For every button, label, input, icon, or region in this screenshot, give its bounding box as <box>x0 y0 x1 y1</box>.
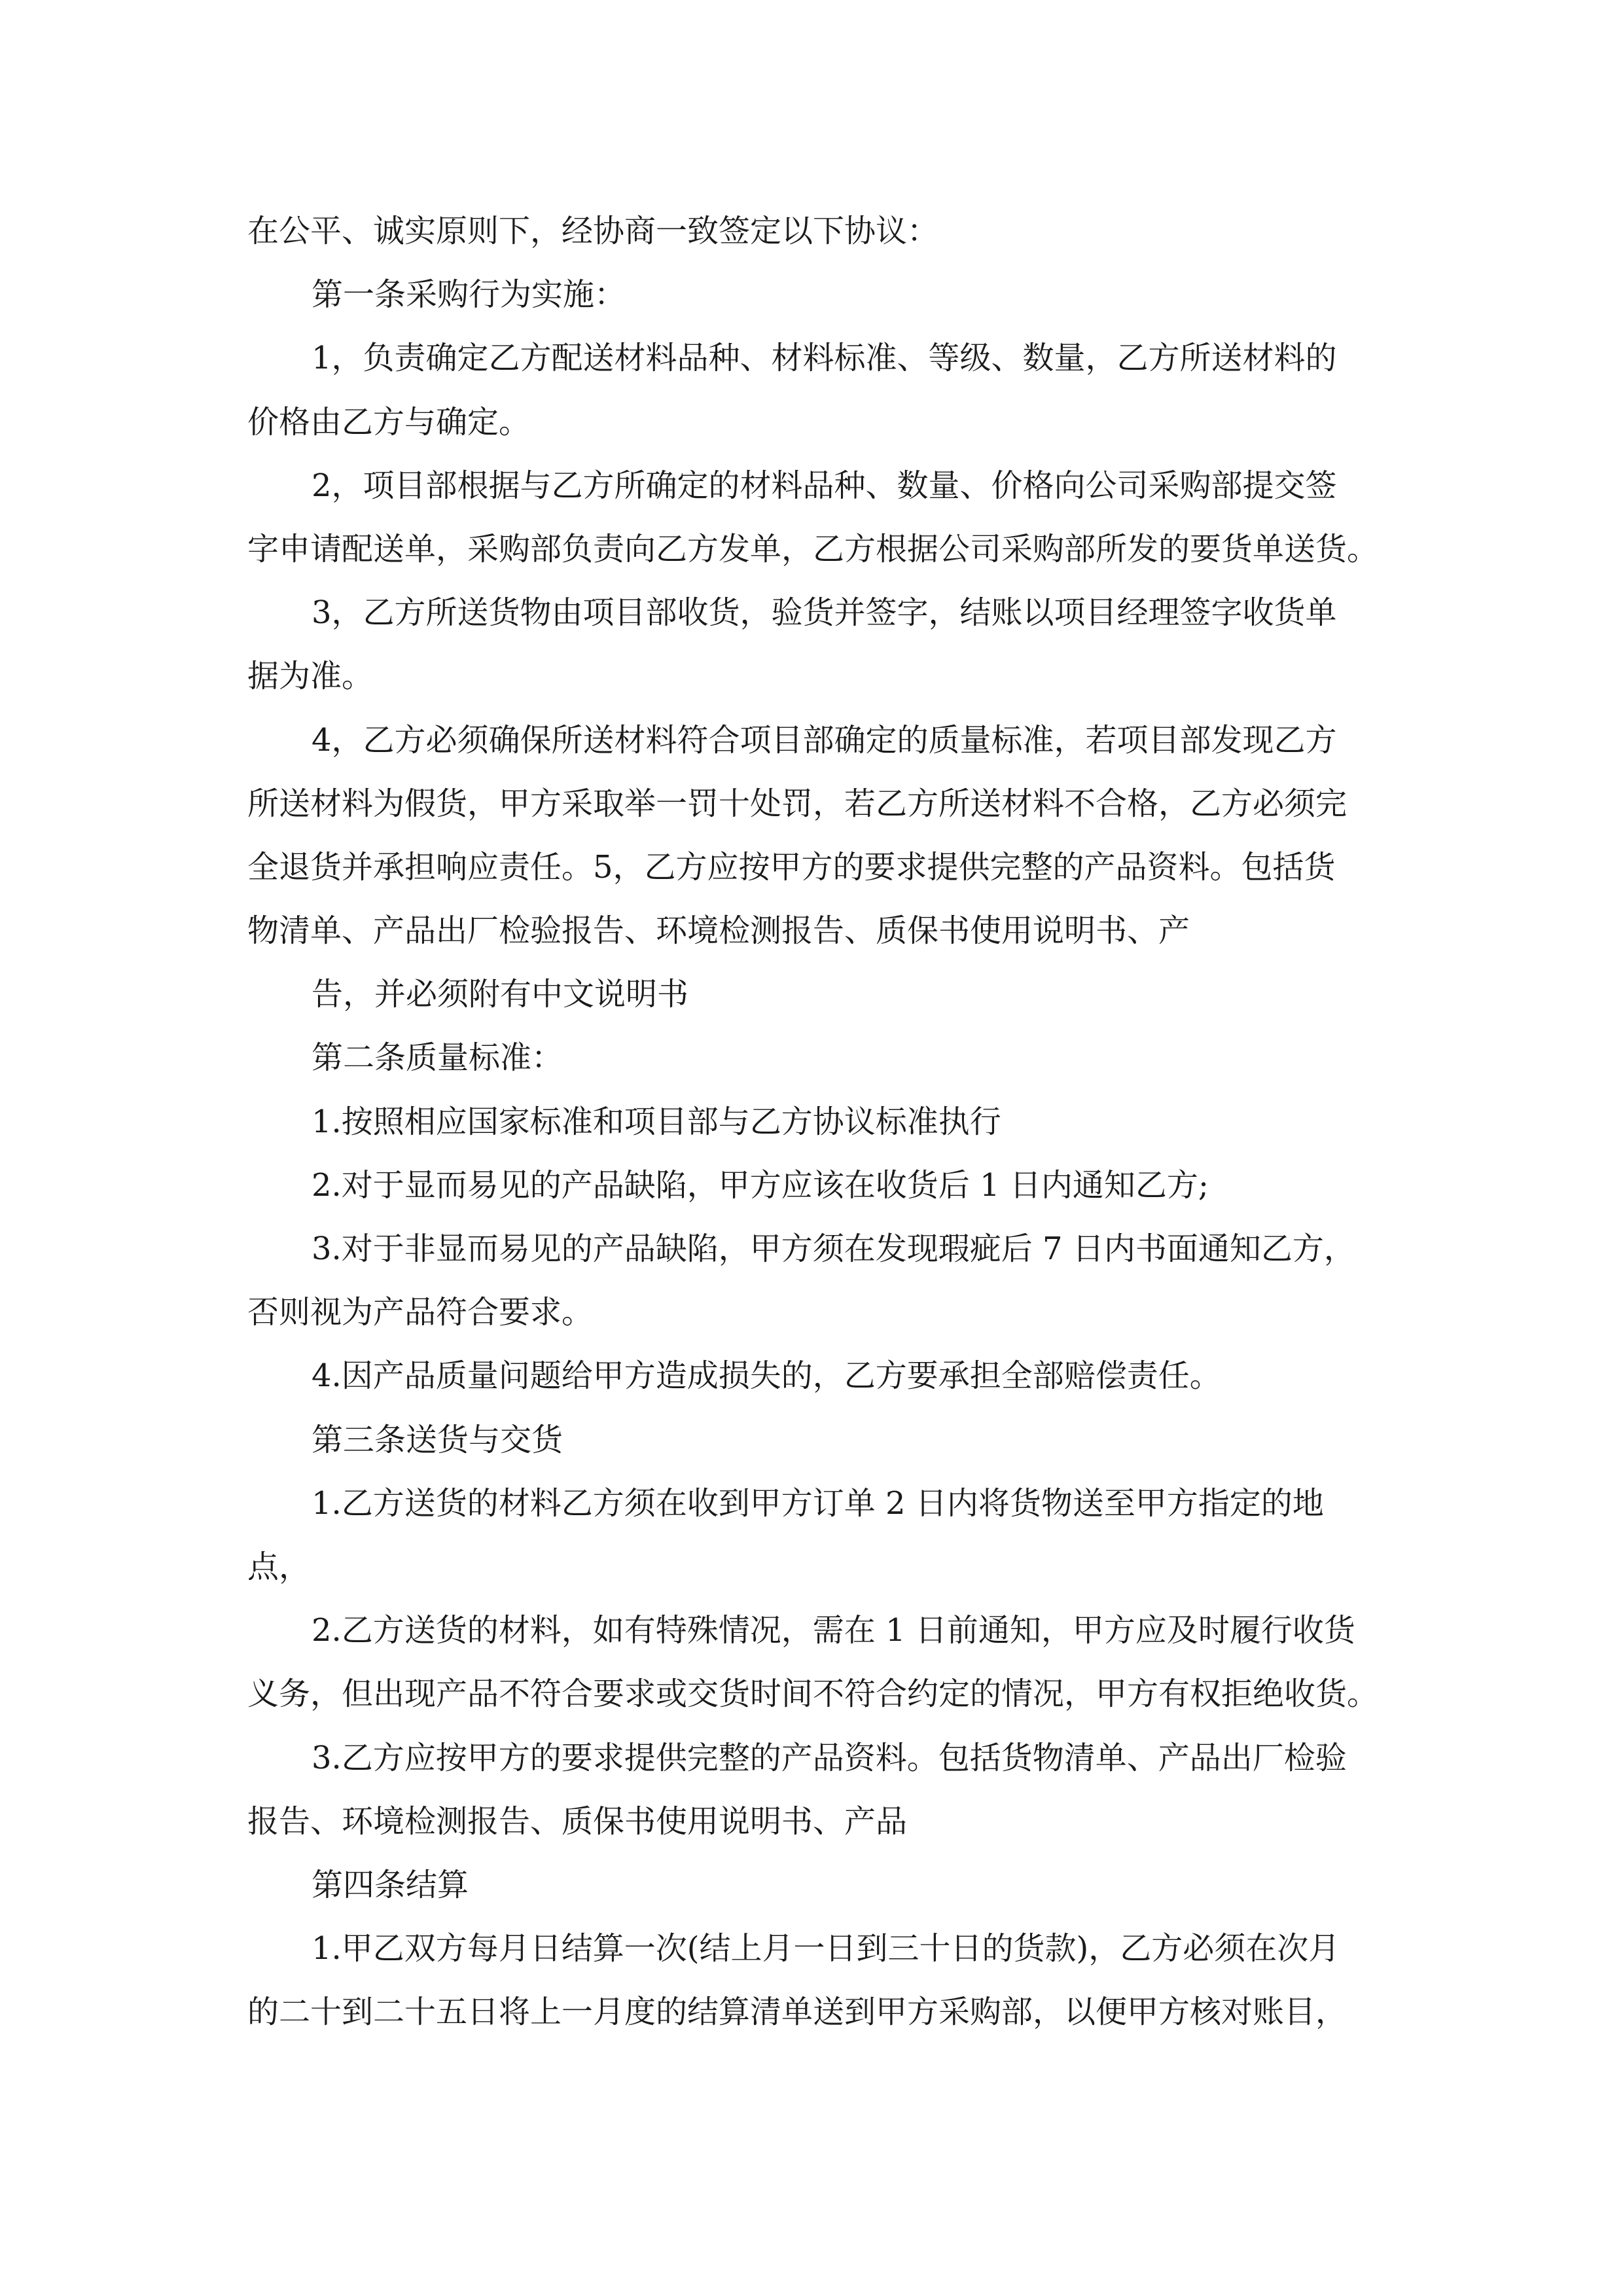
text-line: 1，负责确定乙方配送材料品种、材料标准、等级、数量，乙方所送材料的 <box>312 340 1337 377</box>
text-line: 3.对于非显而易见的产品缺陷，甲方须在发现瑕疵后 7 日内书面通知乙方， <box>312 1230 1355 1267</box>
text-line: 1.按照相应国家标准和项目部与乙方协议标准执行 <box>312 1103 1001 1140</box>
text-line: 在公平、诚实原则下，经协商一致签定以下协议： <box>247 213 939 249</box>
text-line: 物清单、产品出厂检验报告、环境检测报告、质保书使用说明书、产 <box>247 912 1190 950</box>
text-line: 否则视为产品符合要求。 <box>247 1294 594 1331</box>
document-body <box>247 200 1378 2044</box>
text-line: 2，项目部根据与乙方所确定的材料品种、数量、价格向公司采购部提交签 <box>312 467 1337 504</box>
text-line: 报告、环境检测报告、质保书使用说明书、产品 <box>247 1803 908 1840</box>
text-line: 4.因产品质量问题给甲方造成损失的，乙方要承担全部赔偿责任。 <box>312 1357 1221 1395</box>
text-line: 3.乙方应按甲方的要求提供完整的产品资料。包括货物清单、产品出厂检验 <box>312 1739 1347 1776</box>
text-line: 据为准。 <box>247 658 374 695</box>
text-line: 点， <box>247 1548 311 1585</box>
text-line: 全退货并承担响应责任。5，乙方应按甲方的要求提供完整的产品资料。包括货 <box>247 848 1336 886</box>
text-line: 1.乙方送货的材料乙方须在收到甲方订单 2 日内将货物送至甲方指定的地 <box>312 1484 1324 1522</box>
text-line: 义务，但出现产品不符合要求或交货时间不符合约定的情况，甲方有权拒绝收货。 <box>247 1676 1378 1713</box>
section-heading: 第四条结算 <box>312 1866 469 1903</box>
text-line: 3，乙方所送货物由项目部收货，验货并签字，结账以项目经理签字收货单 <box>312 594 1337 632</box>
text-line: 字申请配送单，采购部负责向乙方发单，乙方根据公司采购部所发的要货单送货。 <box>247 530 1378 567</box>
text-line: 2.对于显而易见的产品缺陷，甲方应该在收货后 1 日内通知乙方; <box>312 1166 1209 1204</box>
text-line: 的二十到二十五日将上一月度的结算清单送到甲方采购部，以便甲方核对账目， <box>247 1994 1347 2031</box>
text-line: 1.甲乙双方每月日结算一次(结上月一日到三十日的货款)，乙方必须在次月 <box>312 1930 1340 1967</box>
section-heading: 第二条质量标准： <box>312 1039 563 1077</box>
text-line: 4，乙方必须确保所送材料符合项目部确定的质量标准，若项目部发现乙方 <box>312 721 1337 759</box>
section-heading: 第一条采购行为实施： <box>312 276 626 314</box>
text-line: 告，并必须附有中文说明书 <box>312 976 689 1013</box>
text-line: 所送材料为假货，甲方采取举一罚十处罚，若乙方所送材料不合格，乙方必须完 <box>247 785 1347 822</box>
section-heading: 第三条送货与交货 <box>312 1421 563 1458</box>
text-line: 价格由乙方与确定。 <box>247 403 531 440</box>
text-line: 2.乙方送货的材料，如有特殊情况，需在 1 日前通知，甲方应及时履行收货 <box>312 1612 1355 1649</box>
